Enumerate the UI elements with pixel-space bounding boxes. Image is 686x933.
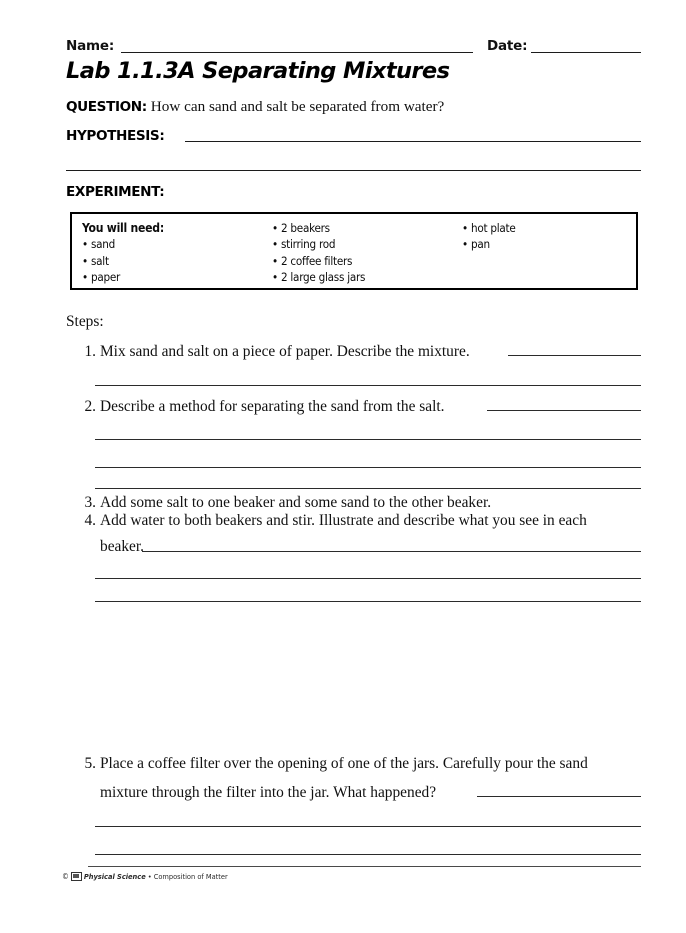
step-number: 1.	[84, 343, 96, 360]
step-item-3	[78, 494, 491, 512]
step-number: 4.	[84, 512, 96, 529]
footer-brand: Physical Science	[83, 872, 146, 881]
step-4-answer-line-3[interactable]	[95, 601, 641, 602]
question-text: How can sand and salt be separated from water?	[150, 98, 445, 115]
name-input-line[interactable]	[121, 52, 473, 53]
step-number: 2.	[84, 398, 96, 415]
step-item-4	[78, 512, 587, 530]
materials-column-1	[82, 220, 164, 286]
steps-label: Steps:	[66, 313, 104, 330]
question-section	[66, 98, 444, 116]
copyright-symbol: ©	[62, 872, 69, 881]
materials-item: • 2 large glass jars	[272, 270, 366, 285]
step-1-answer-line-2[interactable]	[95, 385, 641, 386]
step-5-answer-line-3[interactable]	[95, 854, 641, 855]
step-text: Place a coffee filter over the opening of one of the jars. Carefully pour the sand	[100, 755, 588, 772]
step-text: Mix sand and salt on a piece of paper. Describe the mixture.	[100, 343, 470, 360]
page-title: Lab 1.1.3A Separating Mixtures	[66, 58, 450, 84]
footer-section: Composition of Matter	[153, 872, 228, 881]
materials-heading: You will need:	[82, 221, 164, 235]
experiment-section	[66, 183, 164, 201]
step-2-answer-line-4[interactable]	[95, 488, 641, 489]
step-1-answer-line-1[interactable]	[508, 355, 641, 356]
hypothesis-line-1[interactable]	[185, 141, 641, 142]
step-2-answer-line-1[interactable]	[487, 410, 641, 411]
materials-box	[70, 212, 638, 290]
hypothesis-section	[66, 127, 164, 145]
step-5-answer-line-1[interactable]	[477, 796, 641, 797]
step-number: 3.	[84, 494, 96, 511]
step-4-answer-line-2[interactable]	[95, 578, 641, 579]
step-text: Add some salt to one beaker and some sand to the other beaker.	[100, 494, 492, 511]
materials-item: • hot plate	[462, 221, 516, 235]
illustration-drawing-area[interactable]	[66, 612, 641, 752]
footer-credit	[62, 872, 228, 881]
step-number: 5.	[84, 755, 96, 772]
name-label: Name:	[66, 38, 115, 54]
step-item-2	[78, 398, 444, 416]
materials-item: • 2 coffee filters	[272, 253, 353, 268]
step-5-continuation: mixture through the filter into the jar. What happened?	[100, 784, 437, 801]
step-item-1	[78, 343, 470, 361]
step-text: Describe a method for separating the sand from the salt.	[100, 398, 445, 415]
footer-separator: •	[147, 872, 152, 881]
step-4-answer-line-1[interactable]	[142, 551, 641, 552]
materials-item: • salt	[82, 253, 109, 268]
hypothesis-label: HYPOTHESIS:	[66, 128, 165, 144]
hypothesis-line-2[interactable]	[66, 170, 641, 171]
step-4-continuation: beaker.	[100, 538, 145, 555]
step-2-answer-line-2[interactable]	[95, 439, 641, 440]
footer-divider	[88, 866, 641, 867]
publisher-logo-icon	[71, 872, 82, 881]
materials-item: • stirring rod	[272, 237, 336, 252]
materials-item: • sand	[82, 237, 116, 252]
materials-column-2	[272, 220, 365, 286]
step-2-answer-line-3[interactable]	[95, 467, 641, 468]
date-input-line[interactable]	[531, 52, 641, 53]
question-label: QUESTION:	[66, 99, 147, 115]
date-label: Date:	[487, 38, 528, 54]
materials-item: • 2 beakers	[272, 221, 330, 235]
materials-item: • pan	[462, 237, 490, 252]
experiment-label: EXPERIMENT:	[66, 184, 165, 200]
step-5-answer-line-2[interactable]	[95, 826, 641, 827]
step-item-5	[78, 755, 588, 773]
step-text: Add water to both beakers and stir. Illustrate and describe what you see in each	[100, 512, 587, 529]
materials-item: • paper	[82, 270, 121, 285]
materials-column-3	[462, 220, 516, 253]
